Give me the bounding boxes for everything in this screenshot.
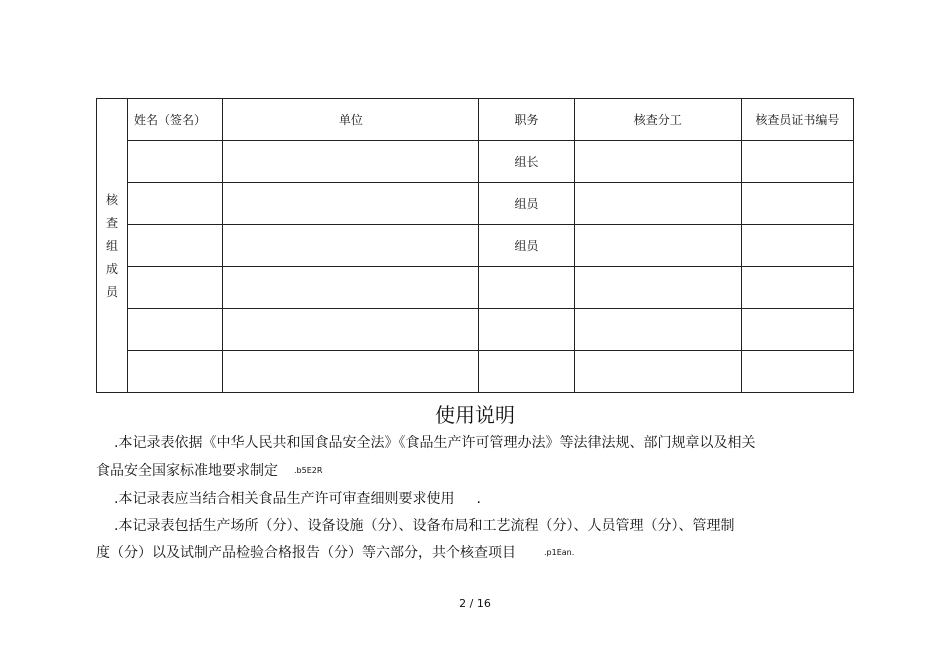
paragraph-text: 食品安全国家标准地要求制定 (96, 463, 278, 479)
table-row (97, 183, 854, 225)
name-cell[interactable] (128, 351, 223, 393)
position-cell[interactable] (479, 309, 574, 351)
unit-cell[interactable] (223, 225, 479, 267)
inspection-team-table (96, 98, 854, 393)
position-cell[interactable] (479, 351, 574, 393)
header-name-signature: 姓名（签名） (128, 99, 223, 141)
table-row (97, 309, 854, 351)
instruction-paragraph-1-line-1: .本记录表依据《中华人民共和国食品安全法》《食品生产许可管理办法》等法律法规、部门规章以及相关 (114, 435, 756, 451)
unit-cell[interactable] (223, 309, 479, 351)
certificate-cell[interactable] (741, 141, 853, 183)
certificate-cell[interactable] (741, 225, 853, 267)
instructions-title: 使用说明 (435, 403, 515, 427)
duty-cell[interactable] (574, 141, 741, 183)
duty-cell[interactable] (574, 351, 741, 393)
certificate-cell[interactable] (741, 351, 853, 393)
certificate-cell[interactable] (741, 183, 853, 225)
instruction-paragraph-3-line-1: .本记录表包括生产场所（分）、设备设施（分）、设备布局和工艺流程（分）、人员管理（分）、管理制 (114, 518, 735, 534)
name-cell[interactable] (128, 141, 223, 183)
team-members-label-cell (97, 99, 128, 393)
table-row (97, 267, 854, 309)
side-label-char: 组 (106, 238, 119, 253)
position-cell: 组员 (479, 183, 574, 225)
header-certificate-number: 核查员证书编号 (741, 99, 853, 141)
duty-cell[interactable] (574, 309, 741, 351)
unit-cell[interactable] (223, 141, 479, 183)
table-row (97, 225, 854, 267)
document-code: .b5E2R (294, 466, 323, 475)
trailing-mark: . (476, 491, 481, 507)
unit-cell[interactable] (223, 351, 479, 393)
paragraph-text: .本记录表应当结合相关食品生产许可审查细则要求使用 (114, 491, 455, 507)
instruction-paragraph-3-line-2 (96, 543, 856, 563)
header-unit: 单位 (223, 99, 479, 141)
instruction-paragraph-2 (96, 489, 856, 509)
side-label-char: 核 (106, 192, 119, 207)
duty-cell[interactable] (574, 183, 741, 225)
certificate-cell[interactable] (741, 309, 853, 351)
name-cell[interactable] (128, 183, 223, 225)
instruction-paragraph-1-line-2 (96, 461, 856, 481)
page-number: 2 / 16 (459, 597, 491, 610)
header-duty: 核查分工 (574, 99, 741, 141)
duty-cell[interactable] (574, 225, 741, 267)
unit-cell[interactable] (223, 183, 479, 225)
table-header-row (97, 99, 854, 141)
name-cell[interactable] (128, 225, 223, 267)
position-cell[interactable] (479, 267, 574, 309)
name-cell[interactable] (128, 267, 223, 309)
paragraph-text: 度（分）以及试制产品检验合格报告（分）等六部分，共个核查项目 (96, 545, 516, 561)
document-code: .p1Ean. (544, 548, 575, 557)
header-position: 职务 (479, 99, 574, 141)
position-cell: 组长 (479, 141, 574, 183)
name-cell[interactable] (128, 309, 223, 351)
side-label-char: 查 (106, 215, 119, 230)
certificate-cell[interactable] (741, 267, 853, 309)
table-row (97, 141, 854, 183)
duty-cell[interactable] (574, 267, 741, 309)
unit-cell[interactable] (223, 267, 479, 309)
side-label-char: 员 (106, 284, 119, 299)
table-row (97, 351, 854, 393)
team-members-label (97, 192, 127, 300)
position-cell: 组员 (479, 225, 574, 267)
side-label-char: 成 (106, 261, 119, 276)
